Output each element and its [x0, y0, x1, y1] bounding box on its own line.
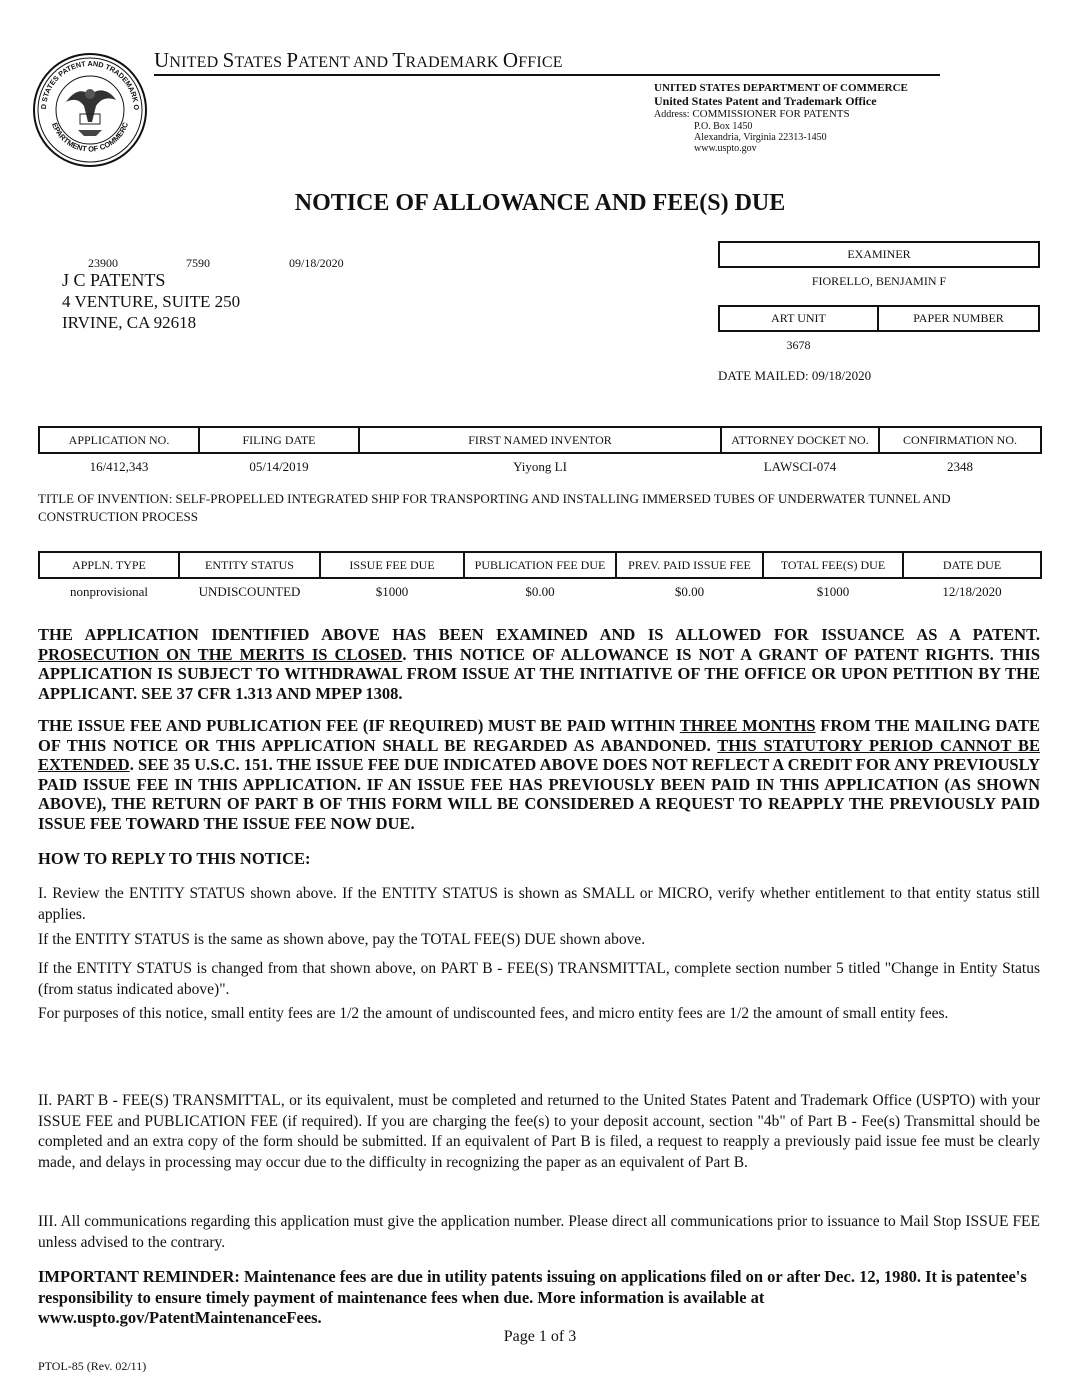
address-line: Address: COMMISSIONER FOR PATENTS — [654, 108, 850, 120]
header-issue-fee-due: ISSUE FEE DUE — [320, 552, 464, 578]
addressee-name: J C PATENTS — [62, 270, 166, 290]
office-line: United States Patent and Trademark Office — [654, 94, 877, 108]
fee-table-row — [39, 578, 1041, 605]
header-prev-paid-issue-fee: PREV. PAID ISSUE FEE — [616, 552, 763, 578]
header-entity-status: ENTITY STATUS — [179, 552, 320, 578]
uspto-seal — [30, 44, 150, 174]
code-number: 7590 — [186, 256, 210, 270]
issue-fee-due: $1000 — [375, 584, 409, 599]
application-table — [38, 426, 1042, 480]
total-fees-due: $1000 — [816, 584, 850, 599]
header-rule — [154, 74, 940, 76]
fee-table-header — [39, 552, 1041, 578]
address-city: Alexandria, Virginia 22313-1450 — [694, 132, 827, 143]
reply-step-3: III. All communications regarding this application must give the application number. Please direct all communications prior to issuance to Mail Stop ISSUE FEE unless advised to the contrary. — [38, 1213, 1040, 1251]
form-number: PTOL-85 (Rev. 02/11) — [38, 1359, 147, 1373]
fee-table — [38, 551, 1042, 605]
how-to-reply-heading: HOW TO REPLY TO THIS NOTICE: — [38, 849, 311, 868]
header-filing-date: FILING DATE — [199, 427, 359, 453]
art-unit-header: ART UNIT — [718, 305, 879, 332]
title-of-invention: TITLE OF INVENTION: SELF-PROPELLED INTEGRATED SHIP FOR TRANSPORTING AND INSTALLING IMMERSED TUBES OF UNDERWATER TUNNEL AND CONSTRUCTION PROCESS — [38, 491, 951, 524]
addressee-city: IRVINE, CA 92618 — [62, 313, 197, 332]
svg-text:UNITED STATES PATENT AND TRADE: D STATES PATENT AND TRADEMARK O — [38, 58, 142, 111]
header-attorney-docket-no: ATTORNEY DOCKET NO. — [721, 427, 879, 453]
publication-fee-due: $0.00 — [525, 584, 555, 599]
department-address-block — [654, 82, 908, 154]
art-unit-value: 3678 — [786, 338, 811, 352]
allowance-statement: THE APPLICATION IDENTIFIED ABOVE HAS BEEN EXAMINED AND IS ALLOWED FOR ISSUANCE AS A PATENT. PROSECUTION ON THE MERITS IS CLOSED. THIS NOTICE OF ALLOWANCE IS NOT A GRANT OF PATENT RIGHTS. THIS APPLICATION IS SUBJECT TO WITHDRAWAL FROM ISSUE AT THE INITIATIVE OF THE OFFICE OR UPON PETITION BY THE APPLICANT. SEE 37 CFR 1.313 AND MPEP 1308. — [38, 625, 1040, 703]
attorney-docket-no: LAWSCI-074 — [763, 459, 837, 474]
examiner-header: EXAMINER — [718, 241, 1040, 268]
reply-step-2: II. PART B - FEE(S) TRANSMITTAL, or its equivalent, must be completed and returned to the United States Patent and Trademark Office (USPTO) with your ISSUE FEE and PUBLICATION FEE (if required). If you are charging the fee(s) to your deposit account, section "4b" of Part B - Fee(s) Transmittal should be completed and an extra copy of the form should be submitted. If an equivalent of Part B is filed, a request to reapply a previously paid issue fee must be clearly made, and delays in processing may occur due to the difficulty in recognizing the paper as an equivalent of Part B. — [38, 1092, 1040, 1171]
reply-step-1: I. Review the ENTITY STATUS shown above. If the ENTITY STATUS is shown as SMALL or MICRO, verify whether entitlement to that entity status still applies. — [38, 885, 1040, 923]
header-total-fees-due: TOTAL FEE(S) DUE — [763, 552, 903, 578]
office-title: UNITED STATES PATENT AND TRADEMARK OFFICE — [154, 48, 563, 72]
prev-paid-issue-fee: $0.00 — [674, 584, 705, 599]
page-number: Page 1 of 3 — [503, 1328, 577, 1345]
filing-date: 05/14/2019 — [249, 459, 309, 474]
header-publication-fee-due: PUBLICATION FEE DUE — [464, 552, 616, 578]
addressee-block — [62, 270, 240, 333]
reply-changed-status: If the ENTITY STATUS is changed from that shown above, on PART B - FEE(S) TRANSMITTAL, complete section number 5 titled "Change in Entity Status (from status indicated above)". — [38, 960, 1040, 998]
entity-status: UNDISCOUNTED — [198, 584, 301, 599]
header-first-named-inventor: FIRST NAMED INVENTOR — [359, 427, 721, 453]
application-table-row — [39, 453, 1041, 480]
addressee-street: 4 VENTURE, SUITE 250 — [62, 292, 241, 311]
paper-number-header: PAPER NUMBER — [877, 305, 1040, 332]
header-application-no: APPLICATION NO. — [39, 427, 199, 453]
important-reminder: IMPORTANT REMINDER: Maintenance fees are due in utility patents issuing on applications filed on or after Dec. 12, 1980. It is patentee's responsibility to ensure timely payment of maintenance fees when due. More information is available at www.uspto.gov/PatentMaintenanceFees. — [38, 1267, 1027, 1327]
address-po-box: P.O. Box 1450 — [694, 121, 753, 132]
header-appln-type: APPLN. TYPE — [39, 552, 179, 578]
appln-type: nonprovisional — [70, 584, 148, 599]
notice-date: 09/18/2020 — [289, 256, 344, 270]
examiner-name: FIORELLO, BENJAMIN F — [811, 274, 947, 288]
application-table-header — [39, 427, 1041, 453]
first-named-inventor: Yiyong LI — [513, 459, 567, 474]
header-date-due: DATE DUE — [903, 552, 1041, 578]
svg-text:DEPARTMENT OF COMMERCE: EPARTMENT OF COMMERC — [50, 120, 131, 154]
customer-number: 23900 — [88, 256, 118, 270]
reply-same-status: If the ENTITY STATUS is the same as shown above, pay the TOTAL FEE(S) DUE shown above. — [38, 931, 646, 948]
date-mailed: DATE MAILED: 09/18/2020 — [718, 368, 872, 383]
fee-deadline-statement: THE ISSUE FEE AND PUBLICATION FEE (IF REQUIRED) MUST BE PAID WITHIN THREE MONTHS FROM THE MAILING DATE OF THIS NOTICE OR THIS APPLICATION SHALL BE REGARDED AS ABANDONED. THIS STATUTORY PERIOD CANNOT BE EXTENDED. SEE 35 U.S.C. 151. THE ISSUE FEE DUE INDICATED ABOVE DOES NOT REFLECT A CREDIT FOR ANY PREVIOUSLY PAID ISSUE FEE IN THIS APPLICATION. IF AN ISSUE FEE HAS PREVIOUSLY BEEN PAID IN THIS APPLICATION (AS SHOWN ABOVE), THE RETURN OF PART B OF THIS FORM WILL BE CONSIDERED A REQUEST TO REAPPLY THE PREVIOUSLY PAID ISSUE FEE TOWARD THE ISSUE FEE NOW DUE. — [38, 716, 1040, 833]
application-no: 16/412,343 — [89, 459, 149, 474]
notice-title: NOTICE OF ALLOWANCE AND FEE(S) DUE — [294, 190, 786, 216]
date-due: 12/18/2020 — [942, 584, 1002, 599]
department-line: UNITED STATES DEPARTMENT OF COMMERCE — [654, 82, 908, 94]
header-confirmation-no: CONFIRMATION NO. — [879, 427, 1041, 453]
reply-fee-amounts: For purposes of this notice, small entity fees are 1/2 the amount of undiscounted fees, and micro entity fees are 1/2 the amount of small entity fees. — [38, 1005, 949, 1022]
address-website: www.uspto.gov — [694, 143, 757, 154]
confirmation-no: 2348 — [947, 459, 973, 474]
